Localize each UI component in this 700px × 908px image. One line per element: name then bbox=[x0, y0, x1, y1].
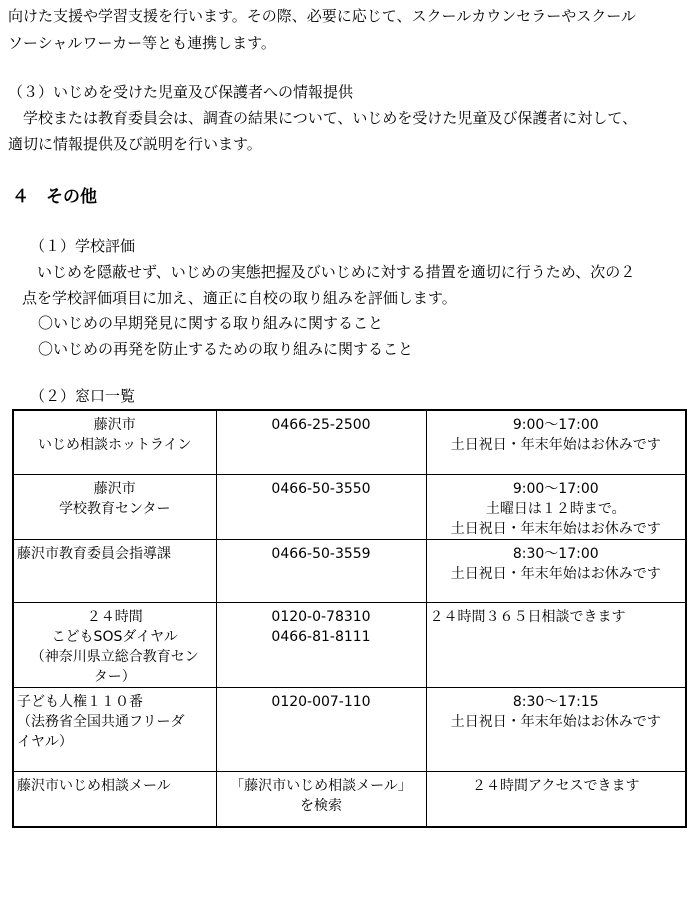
contact-phone: 0466-25-2500 bbox=[271, 417, 371, 433]
section-3-line-1: 学校または教育委員会は、調査の結果について、いじめを受けた児童及び保護者に対して、 bbox=[8, 109, 638, 127]
table-row bbox=[13, 474, 686, 539]
contact-name-cell bbox=[13, 410, 216, 474]
contact-name-cell bbox=[13, 771, 216, 827]
contact-hours: ２４時間アクセスできます bbox=[471, 777, 640, 794]
school-eval-item: 〇いじめの早期発見に関する取り組みに関すること bbox=[38, 314, 384, 332]
contact-hours-cell bbox=[426, 687, 686, 771]
table-row bbox=[13, 687, 686, 771]
contact-hours: 9:00～17:00 bbox=[512, 480, 599, 497]
contact-name: 子ども人権１１０番 bbox=[17, 693, 143, 710]
contact-phone: 0120-0-78310 bbox=[271, 608, 371, 625]
contact-hours: ２４時間３６５日相談できます bbox=[429, 608, 626, 625]
contact-phone: を検索 bbox=[300, 797, 342, 814]
contact-phone: 0120-007-110 bbox=[271, 693, 371, 710]
contact-name: いじめ相談ホットライン bbox=[37, 437, 192, 453]
intro-line-1: 向けた支援や学習支援を行います。その際、必要に応じて、スクールカウンセラーやスクール bbox=[8, 7, 636, 25]
contact-name: こどもSOSダイヤル bbox=[51, 628, 178, 645]
school-eval-item: 〇いじめの再発を防止するための取り組みに関すること bbox=[38, 340, 414, 358]
contact-hours-cell bbox=[426, 539, 686, 602]
table-row bbox=[13, 602, 686, 687]
contact-phone-cell bbox=[216, 539, 426, 602]
contact-hours-cell bbox=[426, 474, 686, 539]
contact-name: 学校教育センター bbox=[59, 500, 171, 517]
contact-hours: 8:30～17:00 bbox=[512, 545, 599, 562]
contact-name: イヤル） bbox=[17, 733, 73, 750]
intro-line-2: ソーシャルワーカー等とも連携します。 bbox=[8, 34, 276, 52]
contact-name-cell bbox=[13, 602, 216, 687]
contact-phone-cell bbox=[216, 474, 426, 539]
contact-name: （法務省全国共通フリーダ bbox=[17, 713, 185, 730]
section-3-title: （３）いじめを受けた児童及び保護者への情報提供 bbox=[8, 83, 354, 101]
contact-name: 藤沢市いじめ相談メール bbox=[17, 777, 171, 794]
contact-name: 藤沢市教育委員会指導課 bbox=[17, 545, 171, 562]
contact-phone-cell bbox=[216, 602, 426, 687]
contact-phone: 0466-50-3559 bbox=[271, 545, 371, 562]
school-eval-line-2: 点を学校評価項目に加え、適正に自校の取り組みを評価します。 bbox=[22, 289, 457, 307]
contact-hours: 土曜日は１２時まで。 bbox=[485, 500, 626, 517]
contact-hours-cell bbox=[426, 771, 686, 827]
contact-name: ２４時間 bbox=[86, 608, 143, 625]
contact-hours: 9:00～17:00 bbox=[512, 417, 599, 433]
contact-name-cell bbox=[13, 687, 216, 771]
contact-phone-cell bbox=[216, 410, 426, 474]
contact-hours: 土日祝日・年末年始はお休みです bbox=[450, 565, 661, 582]
contact-name-cell bbox=[13, 474, 216, 539]
contact-hours: 8:30～17:15 bbox=[512, 693, 599, 710]
section-3-line-2: 適切に情報提供及び説明を行います。 bbox=[8, 135, 262, 153]
contact-hours-cell bbox=[426, 602, 686, 687]
contact-phone: 0466-50-3550 bbox=[271, 480, 371, 497]
contact-phone: 「藤沢市いじめ相談メール」 bbox=[230, 777, 412, 794]
contact-name: 藤沢市 bbox=[93, 480, 136, 497]
contact-hours: 土日祝日・年末年始はお休みです bbox=[450, 713, 661, 730]
contact-name-cell bbox=[13, 539, 216, 602]
contact-phone-cell bbox=[216, 687, 426, 771]
contact-name: 藤沢市 bbox=[93, 417, 136, 433]
contact-phone: 0466-81-8111 bbox=[271, 628, 371, 645]
contact-hours: 土日祝日・年末年始はお休みです bbox=[450, 520, 661, 537]
table-row bbox=[13, 410, 686, 474]
school-eval-line-1: いじめを隠蔽せず、いじめの実態把握及びいじめに対する措置を適切に行うため、次の２ bbox=[22, 263, 636, 281]
contacts-table bbox=[12, 409, 687, 828]
contact-hours-cell bbox=[426, 410, 686, 474]
school-eval-title: （１）学校評価 bbox=[30, 237, 136, 255]
chapter-4-heading: ４ その他 bbox=[12, 187, 97, 207]
contact-hours: 土日祝日・年末年始はお休みです bbox=[450, 437, 661, 453]
contact-phone-cell bbox=[216, 771, 426, 827]
table-row bbox=[13, 539, 686, 602]
contacts-title: （２）窓口一覧 bbox=[30, 387, 136, 405]
table-row bbox=[13, 771, 686, 827]
contact-name: （神奈川県立総合教育セン bbox=[30, 648, 199, 665]
contact-name: ター） bbox=[93, 668, 136, 685]
